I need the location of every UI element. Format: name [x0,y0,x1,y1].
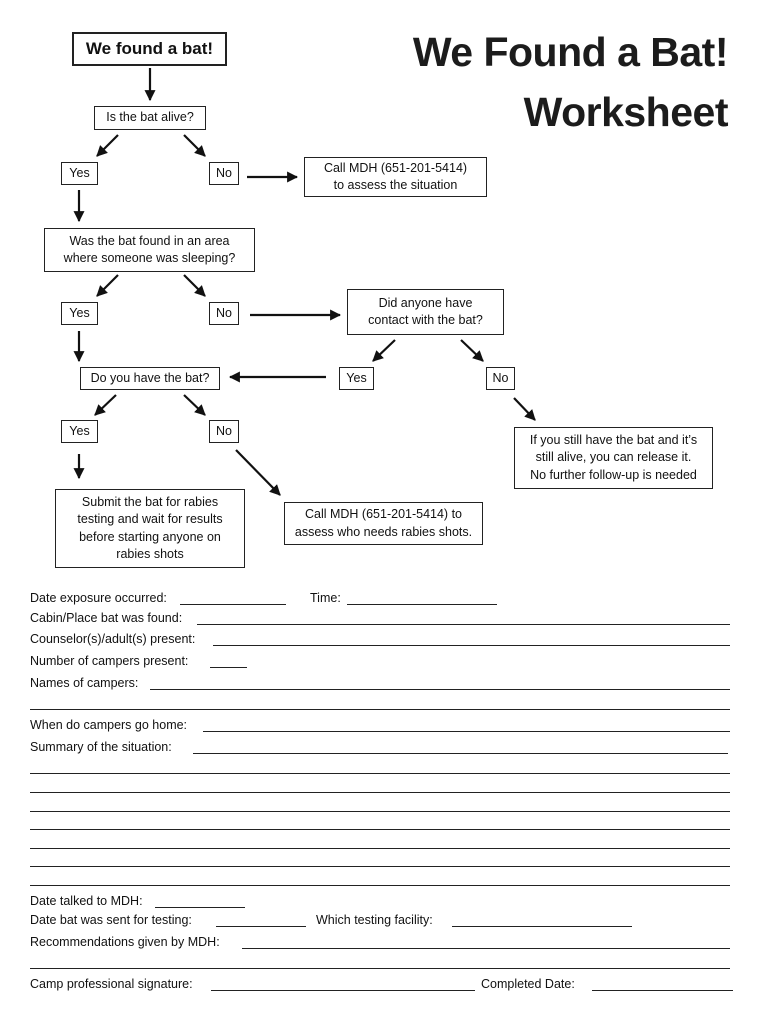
field-date-sent[interactable] [216,926,306,927]
label-date-sent: Date bat was sent for testing: [30,913,192,927]
box-anyone-contact: Did anyone have contact with the bat? [347,289,504,335]
field-summary-line2[interactable] [30,773,730,774]
box-submit-testing: Submit the bat for rabies testing and wait for results before starting anyone on rabies shots [55,489,245,568]
field-summary-line6[interactable] [30,848,730,849]
label-completed-date: Completed Date: [481,977,575,991]
field-summary-line5[interactable] [30,829,730,830]
field-recommendations-line2[interactable] [30,968,730,969]
label-recommendations: Recommendations given by MDH: [30,935,220,949]
field-date-talked[interactable] [155,907,245,908]
box-call-rabies-shots: Call MDH (651-201-5414) to assess who needs rabies shots. [284,502,483,545]
field-summary-line8[interactable] [30,885,730,886]
field-time[interactable] [347,604,497,605]
label-facility: Which testing facility: [316,913,433,927]
field-counselors[interactable] [213,645,730,646]
arrow-have-to-no [184,395,205,415]
label-names-campers: Names of campers: [30,676,139,690]
arrow-have-to-yes [95,395,116,415]
arrow-alive-to-yes [97,135,118,156]
arrow-sleeping-to-yes [97,275,118,296]
field-date-exposure[interactable] [180,604,286,605]
field-num-campers[interactable] [210,667,247,668]
arrow-contact-no-to-release [514,398,535,420]
label-num-campers: Number of campers present: [30,654,189,668]
box-contact-no: No [486,367,515,390]
box-release-bat: If you still have the bat and it’s still alive, you can release it. No further follow-up is needed [514,427,713,489]
label-time: Time: [310,591,341,605]
label-signature: Camp professional signature: [30,977,193,991]
box-have-bat: Do you have the bat? [80,367,220,390]
box-contact-yes: Yes [339,367,374,390]
box-call-assess: Call MDH (651-201-5414) to assess the situation [304,157,487,197]
box-have-no: No [209,420,239,443]
field-names-campers-line2[interactable] [30,709,730,710]
field-go-home[interactable] [203,731,730,732]
field-summary-line3[interactable] [30,792,730,793]
field-completed-date[interactable] [592,990,733,991]
worksheet-title-line1: We Found a Bat! [412,29,728,75]
label-date-exposure: Date exposure occurred: [30,591,167,605]
arrow-sleeping-to-no [184,275,205,296]
label-counselors: Counselor(s)/adult(s) present: [30,632,196,646]
field-names-campers[interactable] [150,689,730,690]
field-recommendations[interactable] [242,948,730,949]
box-is-alive: Is the bat alive? [94,106,206,130]
field-signature[interactable] [211,990,475,991]
field-summary-line7[interactable] [30,866,730,867]
field-summary-line4[interactable] [30,811,730,812]
arrow-contact-to-yes [373,340,395,361]
worksheet-title-line2: Worksheet [523,89,728,135]
box-sleeping-no: No [209,302,239,325]
field-facility[interactable] [452,926,632,927]
label-summary: Summary of the situation: [30,740,172,754]
field-summary[interactable] [193,753,728,754]
box-have-yes: Yes [61,420,98,443]
label-go-home: When do campers go home: [30,718,188,732]
arrow-alive-to-no [184,135,205,156]
box-start: We found a bat! [72,32,227,66]
box-alive-yes: Yes [61,162,98,185]
arrow-contact-to-no [461,340,483,361]
box-alive-no: No [209,162,239,185]
label-date-talked: Date talked to MDH: [30,894,143,908]
box-sleeping-yes: Yes [61,302,98,325]
box-sleeping-area: Was the bat found in an area where someone was sleeping? [44,228,255,272]
label-cabin-place: Cabin/Place bat was found: [30,611,183,625]
field-cabin-place[interactable] [197,624,730,625]
